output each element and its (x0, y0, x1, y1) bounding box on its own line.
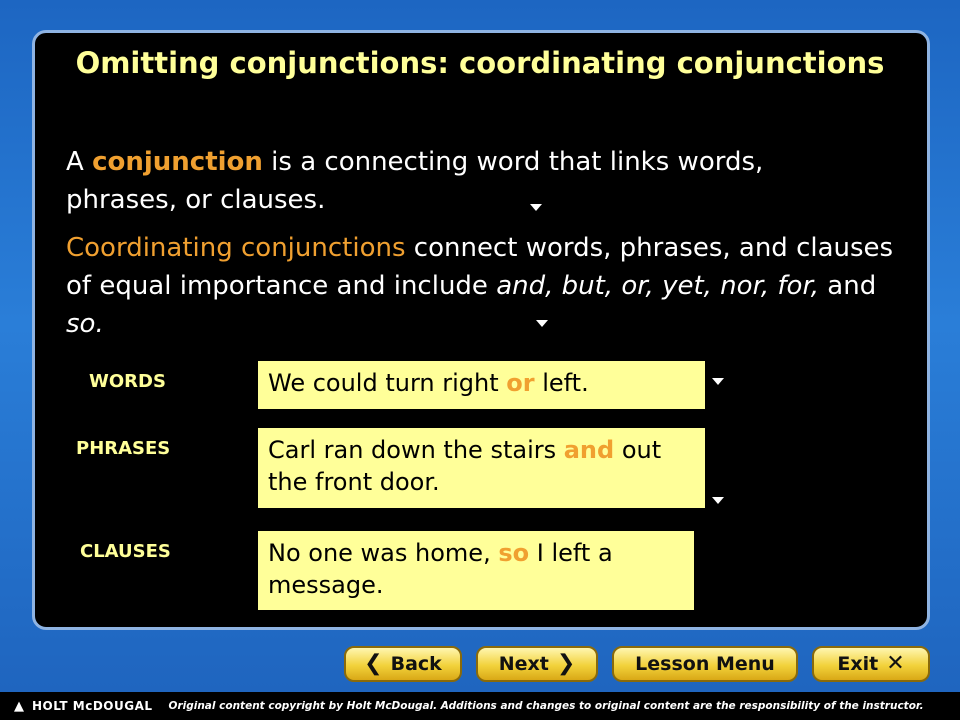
example-phrases: Carl ran down the stairs and out the front door. (258, 428, 705, 508)
next-button[interactable]: Next ❯ (476, 646, 598, 682)
back-arrow-icon: ❮ (364, 651, 383, 676)
publisher-logo: HOLT McDOUGAL (32, 699, 153, 713)
back-button[interactable]: ❮ Back (344, 646, 462, 682)
advance-arrow-icon[interactable] (530, 204, 542, 211)
lesson-menu-button[interactable]: Lesson Menu (612, 646, 798, 682)
term-conjunction: conjunction (92, 147, 263, 177)
exit-button[interactable]: Exit ✕ (812, 646, 930, 682)
coordinating-definition: Coordinating conjunctions connect words, phrases, and clauses of equal importance and include and, but, or, yet, nor, for, and so. (66, 233, 894, 339)
label-clauses: CLAUSES (80, 541, 171, 562)
conjunction-definition: A conjunction is a connecting word that links words, phrases, or clauses. (66, 147, 764, 215)
label-phrases: PHRASES (76, 438, 171, 459)
term-coordinating: Coordinating conjunctions (66, 233, 406, 263)
example-clauses: No one was home, so I left a message. (258, 531, 694, 610)
example-words: We could turn right or left. (258, 361, 705, 409)
advance-arrow-icon[interactable] (712, 497, 724, 504)
slide-title: Omitting conjunctions: coordinating conjunctions (75, 46, 885, 80)
footer-bar (0, 692, 960, 720)
copyright-notice: Original content copyright by Holt McDougal. Additions and changes to original content are the responsibility of the instructor. (168, 700, 924, 712)
publisher-logo-icon: ▲ (14, 698, 24, 714)
label-words: WORDS (89, 371, 166, 392)
next-arrow-icon: ❯ (556, 651, 576, 676)
advance-arrow-icon[interactable] (536, 320, 548, 327)
exit-x-icon: ✕ (886, 651, 905, 676)
advance-arrow-icon[interactable] (712, 378, 724, 385)
